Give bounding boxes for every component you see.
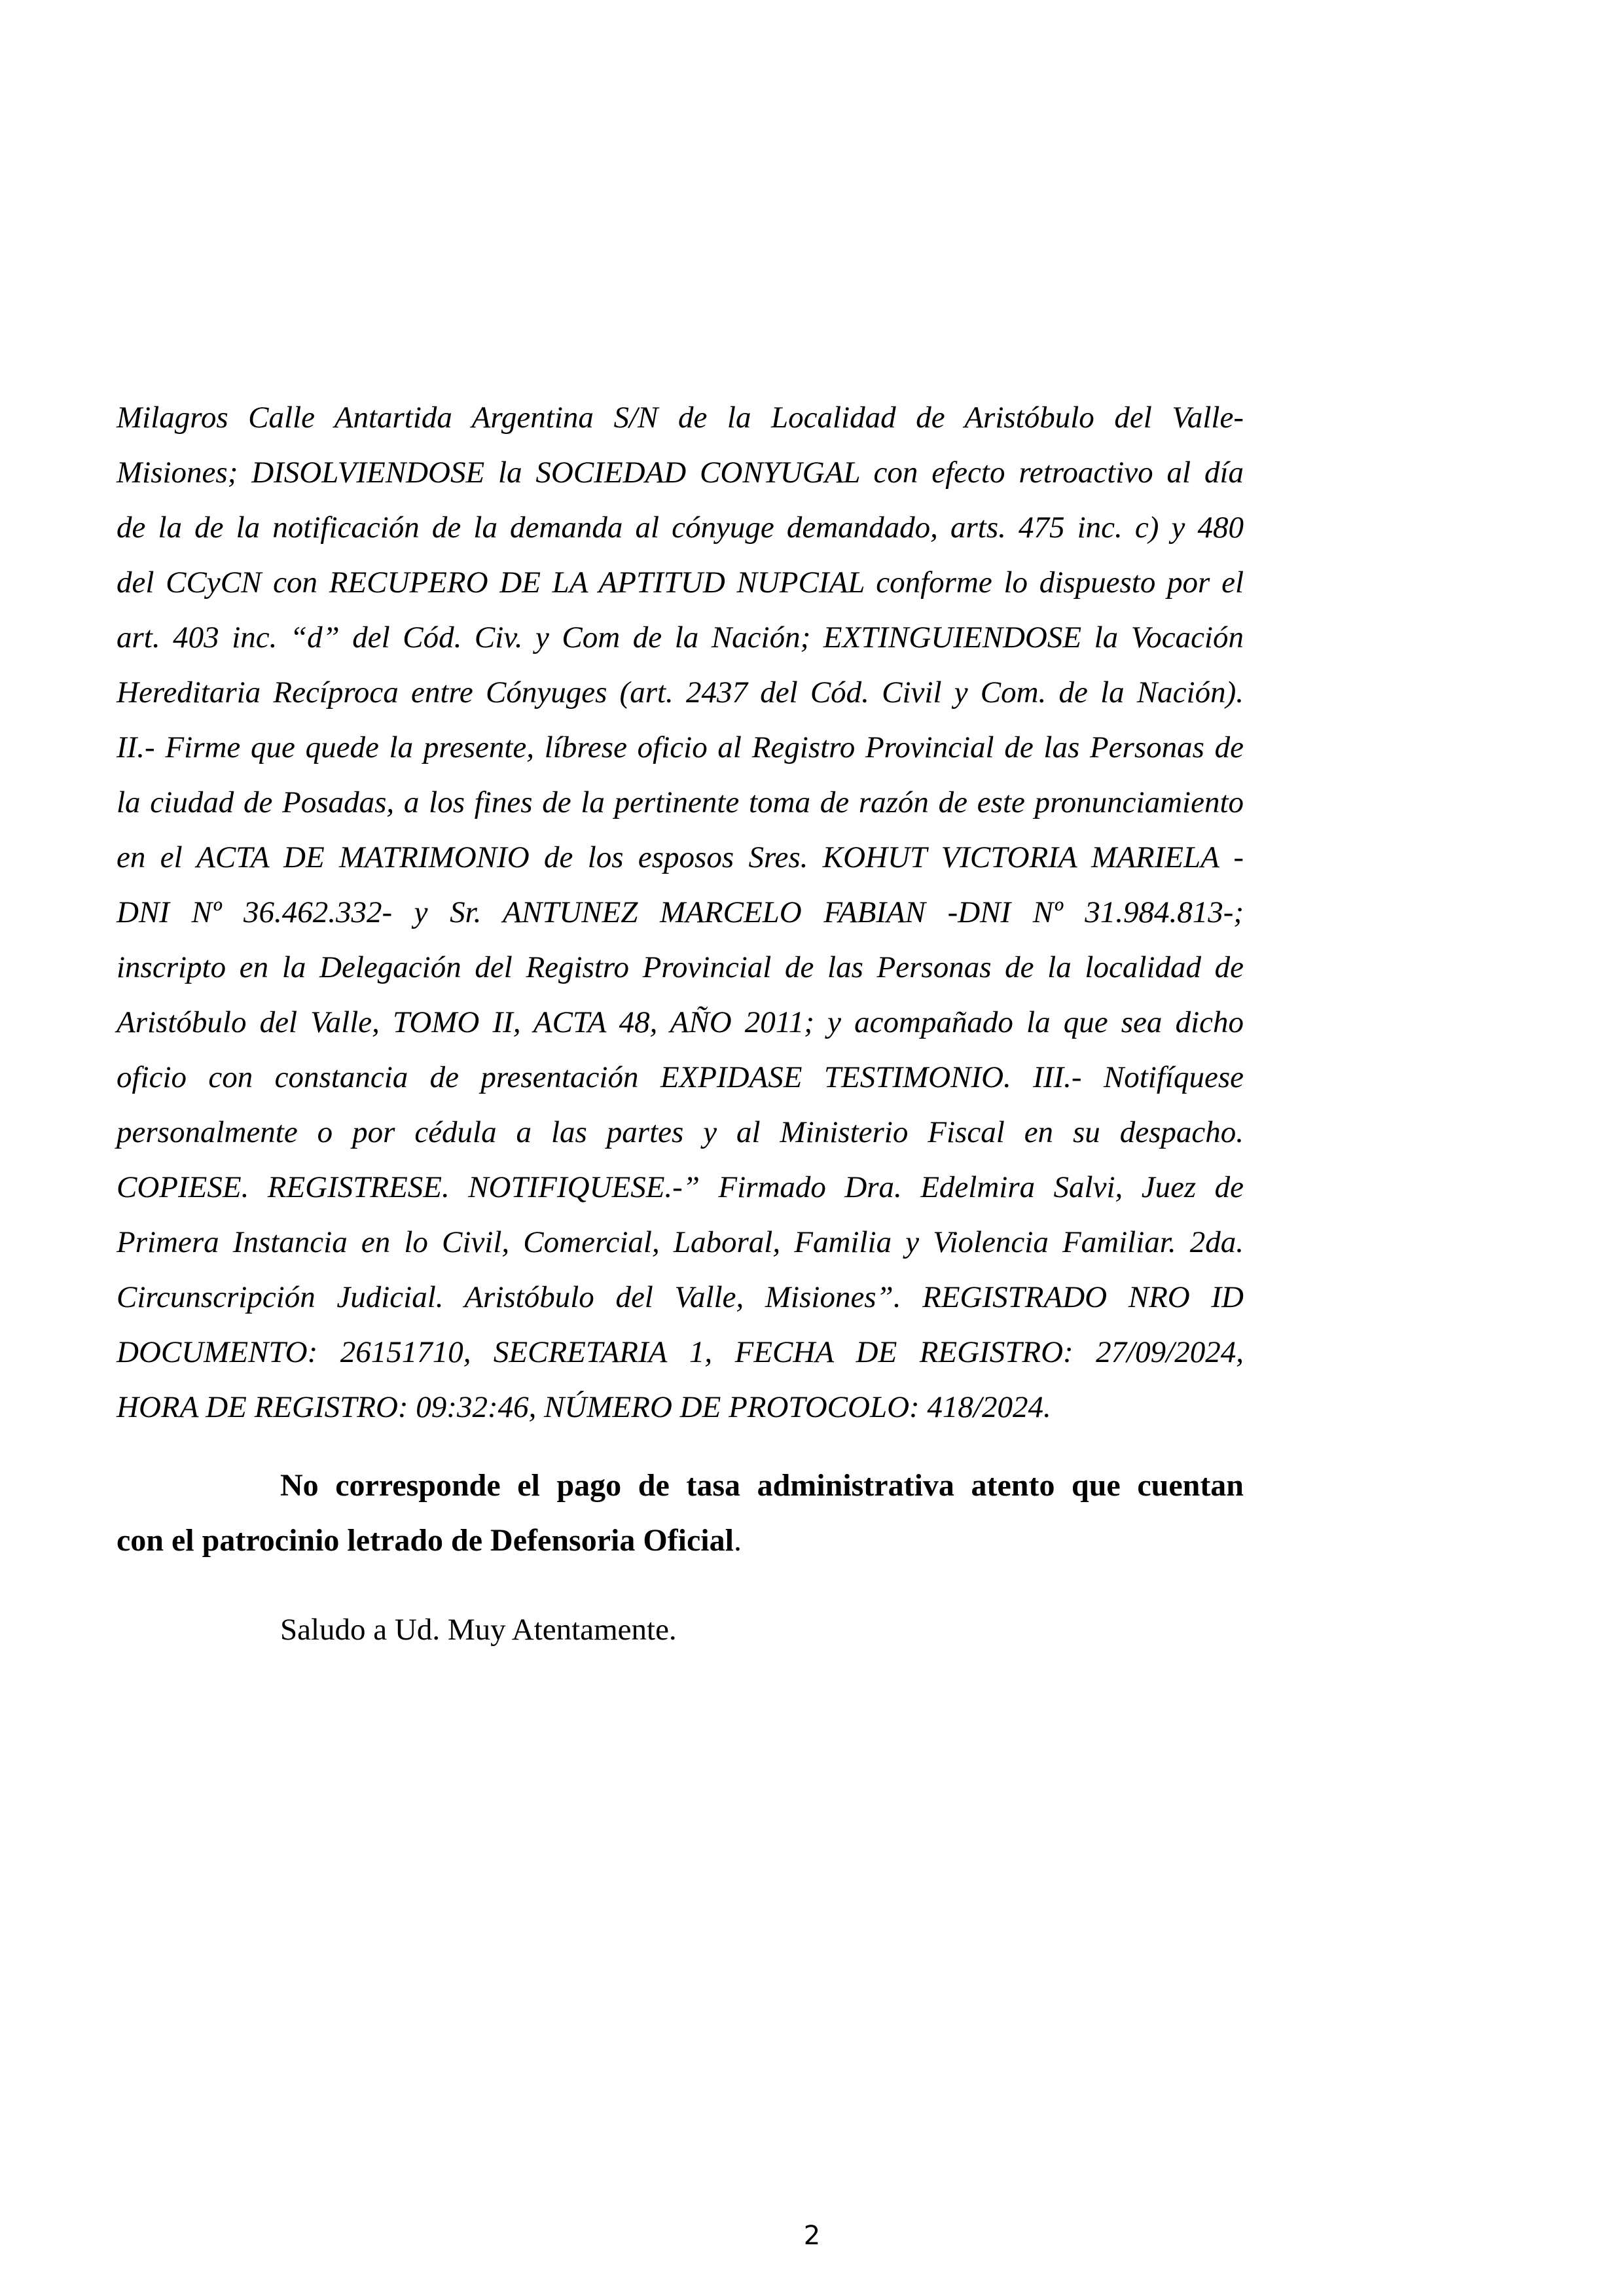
body-line: Misiones; DISOLVIENDOSE la SOCIEDAD CONYUGAL con efecto retroactivo al día <box>117 456 1244 490</box>
body-line: art. 403 inc. “d” del Cód. Civ. y Com de la Nación; EXTINGUIENDOSE la Vocación <box>117 620 1244 655</box>
fee-exemption-period: . <box>733 1523 742 1558</box>
body-line: Aristóbulo del Valle, TOMO II, ACTA 48, AÑO 2011; y acompañado la que sea dicho <box>117 1005 1244 1039</box>
body-line: HORA DE REGISTRO: 09:32:46, NÚMERO DE PROTOCOLO: 418/2024. <box>117 1390 1051 1424</box>
fee-exemption-line-1: No corresponde el pago de tasa administrativa atento que cuentan <box>280 1468 1244 1503</box>
body-line: en el ACTA DE MATRIMONIO de los esposos Sres. KOHUT VICTORIA MARIELA - <box>117 840 1244 874</box>
body-line: de la de la notificación de la demanda al cónyuge demandado, arts. 475 inc. c) y 480 <box>117 511 1244 545</box>
fee-exemption-line-2 <box>117 1513 1244 1568</box>
page-number: 2 <box>803 2221 821 2251</box>
body-line: personalmente o por cédula a las partes y al Ministerio Fiscal en su despacho. <box>117 1115 1244 1149</box>
body-line: DNI Nº 36.462.332- y Sr. ANTUNEZ MARCELO FABIAN -DNI Nº 31.984.813-; <box>117 895 1244 929</box>
fee-exemption-paragraph <box>117 1458 1244 1568</box>
body-line: Circunscripción Judicial. Aristóbulo del Valle, Misiones”. REGISTRADO NRO ID <box>117 1280 1244 1314</box>
body-line: Hereditaria Recíproca entre Cónyuges (art. 2437 del Cód. Civil y Com. de la Nación). <box>117 675 1244 709</box>
body-line: II.- Firme que quede la presente, líbrese oficio al Registro Provincial de las Personas de <box>117 730 1244 764</box>
body-line: Milagros Calle Antartida Argentina S/N de la Localidad de Aristóbulo del Valle- <box>117 401 1244 435</box>
fee-exemption-line-2-text: con el patrocinio letrado de Defensoria Oficial <box>117 1523 734 1558</box>
body-line: oficio con constancia de presentación EXPIDASE TESTIMONIO. III.- Notifíquese <box>117 1060 1244 1094</box>
body-line: inscripto en la Delegación del Registro Provincial de las Personas de la localidad de <box>117 950 1244 984</box>
body-line: la ciudad de Posadas, a los fines de la pertinente toma de razón de este pronunciamiento <box>117 785 1244 819</box>
body-line: DOCUMENTO: 26151710, SECRETARIA 1, FECHA DE REGISTRO: 27/09/2024, <box>117 1335 1244 1369</box>
salutation: Saludo a Ud. Muy Atentamente. <box>280 1613 677 1647</box>
body-line: Primera Instancia en lo Civil, Comercial, Laboral, Familia y Violencia Familiar. 2da. <box>117 1225 1244 1259</box>
resolution-body-text <box>117 390 1244 1435</box>
body-line: COPIESE. REGISTRESE. NOTIFIQUESE.-” Firmado Dra. Edelmira Salvi, Juez de <box>117 1170 1244 1204</box>
body-line: del CCyCN con RECUPERO DE LA APTITUD NUPCIAL conforme lo dispuesto por el <box>117 565 1244 600</box>
